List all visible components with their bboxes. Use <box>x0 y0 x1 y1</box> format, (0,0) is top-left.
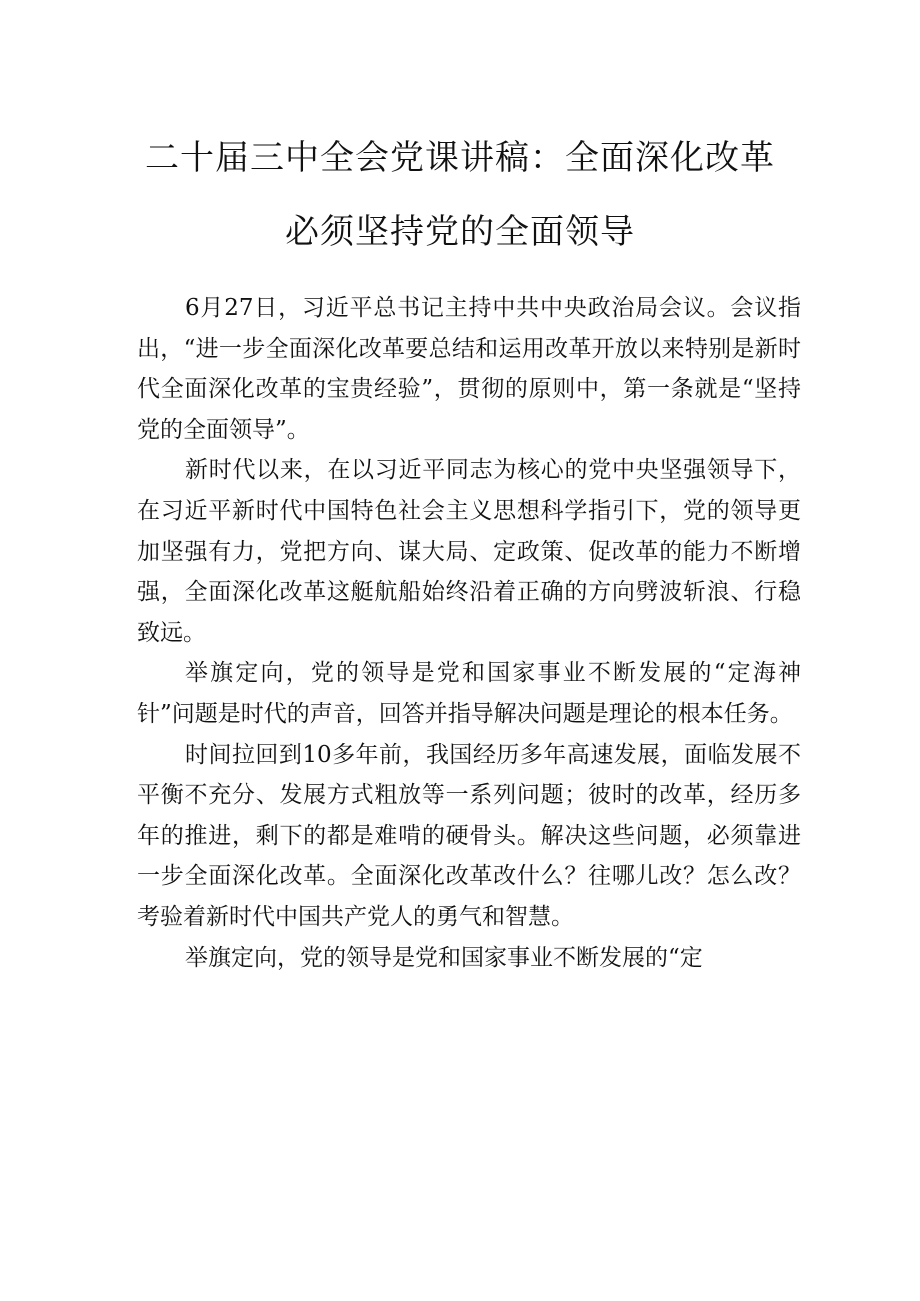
document-title-line-2: 必须坚持党的全面领导 <box>285 212 635 252</box>
paragraph: 6月27日，习近平总书记主持中共中央政治局会议。会议指出，“进一步全面深化改革要总结和运用改革开放以来特别是新时代全面深化改革的宝贵经验”，贯彻的原则中，第一条就是“坚持党的全面领导”。 <box>137 295 801 443</box>
paragraph: 举旗定向，党的领导是党和国家事业不断发展的“定 <box>185 944 703 971</box>
paragraph: 新时代以来，在以习近平同志为核心的党中央坚强领导下，在习近平新时代中国特色社会主义思想科学指引下，党的领导更加坚强有力，党把方向、谋大局、定政策、促改革的能力不断增强，全面深化改革这艇航船始终沿着正确的方向劈波斩浪、行稳致远。 <box>137 457 801 646</box>
paragraph: 时间拉回到10多年前，我国经历多年高速发展，面临发展不平衡不充分、发展方式粗放等一系列问题；彼时的改革，经历多年的推进，剩下的都是难啃的硬骨头。解决这些问题，必须靠进一步全面深化改革。全面深化改革改什么？往哪儿改？怎么改？考验着新时代中国共产党人的勇气和智慧。 <box>137 741 801 930</box>
document-body <box>137 288 801 978</box>
document-title-line-1: 二十届三中全会党课讲稿：全面深化改革 <box>145 138 775 178</box>
paragraph: 举旗定向，党的领导是党和国家事业不断发展的“定海神针”问题是时代的声音，回答并指导解决问题是理论的根本任务。 <box>137 660 801 727</box>
